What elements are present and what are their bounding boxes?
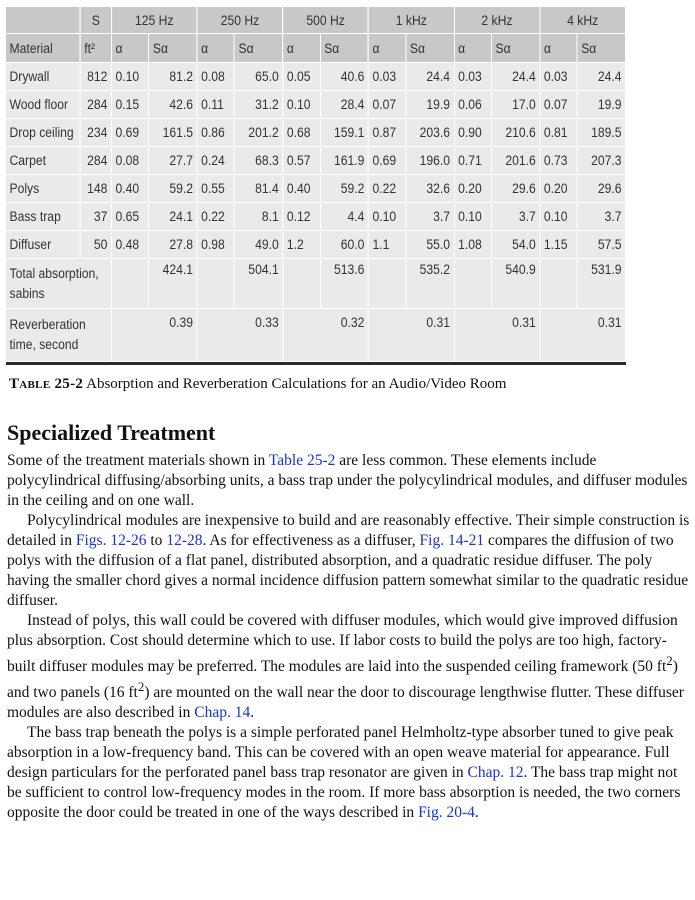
alpha-cell: 0.07 [540,91,577,119]
salpha-cell: 24.4 [577,63,625,91]
alpha-cell: 0.24 [197,147,234,175]
alpha-cell: 0.40 [283,175,320,203]
alpha-cell: 0.03 [540,63,577,91]
alpha-header: α [283,34,320,63]
text-run: Some of the treatment materials shown in [7,452,269,469]
salpha-cell: 27.8 [149,231,197,259]
salpha-cell: 29.6 [577,175,625,203]
salpha-cell: 42.6 [149,91,197,119]
alpha-cell: 0.08 [111,147,148,175]
cross-reference-link[interactable]: Figs. 12-26 [75,532,147,549]
total-blank-cell [368,259,405,309]
salpha-cell: 203.6 [406,119,454,147]
salpha-cell: 59.2 [149,175,197,203]
total-absorption-row [5,259,625,309]
table-row [5,119,625,147]
salpha-cell: 19.9 [577,91,625,119]
salpha-cell: 32.6 [406,175,454,203]
unit-header-row [5,34,625,63]
alpha-cell: 0.68 [283,119,320,147]
salpha-cell: 159.1 [320,119,368,147]
salpha-cell: 207.3 [577,147,625,175]
alpha-cell: 0.40 [111,175,148,203]
alpha-cell: 0.90 [454,119,491,147]
salpha-cell: 189.5 [577,119,625,147]
salpha-cell: 3.7 [406,203,454,231]
reverberation-value: 0.33 [197,309,283,362]
salpha-header: Sα [320,34,368,63]
area-header: S [80,7,111,34]
alpha-cell: 0.15 [111,91,148,119]
freq-header: 125 Hz [111,7,197,34]
area-unit-header: ft² [80,34,111,63]
alpha-cell: 1.08 [454,231,491,259]
salpha-cell: 17.0 [491,91,539,119]
reverberation-value: 0.31 [454,309,540,362]
text-run: compares the diffusion of two polys with the diffusion of a flat panel, distributed absorption, and a quadratic residue diffuser. The poly having the smaller chord gives a normal incidence diffusion pattern somewhat similar to the quadratic residue diffuser. [7,532,689,609]
salpha-cell: 59.2 [320,175,368,203]
alpha-cell: 0.20 [454,175,491,203]
total-absorption-value: 504.1 [234,259,282,309]
alpha-cell: 1.1 [368,231,405,259]
area-cell: 284 [80,147,111,175]
alpha-header: α [197,34,234,63]
salpha-cell: 57.5 [577,231,625,259]
paragraph [7,723,693,823]
section-heading: Specialized Treatment [7,420,216,445]
alpha-cell: 0.10 [111,63,148,91]
area-cell: 37 [80,203,111,231]
text-run: . As for effectiveness as a diffuser, [202,532,420,549]
table-row [5,91,625,119]
cross-reference-link[interactable]: Chap. 12 [467,764,524,782]
salpha-cell: 210.6 [491,119,539,147]
text-run: ) and two panels (16 ft [7,658,678,702]
table-caption-label: Table 25-2 [9,376,84,392]
salpha-cell: 31.2 [234,91,282,119]
absorption-table [5,6,626,365]
total-blank-cell [540,259,577,309]
material-cell: Wood floor [5,91,80,119]
reverberation-value: 0.31 [368,309,454,362]
alpha-cell: 0.65 [111,203,148,231]
area-cell: 812 [80,63,111,91]
salpha-cell: 24.4 [406,63,454,91]
reverberation-value: 0.39 [111,309,197,362]
alpha-cell: 0.20 [540,175,577,203]
material-header-blank [5,7,80,34]
alpha-cell: 0.22 [368,175,405,203]
total-absorption-value: 535.2 [406,259,454,309]
text-run: Instead of polys, this wall could be covered with diffuser modules, which would give improved diffusion plus absorption. Cost should determine which to use. If labor costs to build the polys are too high, factory-built diffuser modules may be preferred. The modules are laid into the suspended ceiling framework (50 ft [7,612,678,676]
salpha-header: Sα [149,34,197,63]
material-cell: Carpet [5,147,80,175]
alpha-cell: 0.22 [197,203,234,231]
table-rule-cell [5,362,625,366]
alpha-cell: 0.11 [197,91,234,119]
total-absorption-label: Total absorption, sabins [5,259,111,309]
salpha-cell: 161.9 [320,147,368,175]
total-blank-cell [111,259,148,309]
material-cell: Drop ceiling [5,119,80,147]
total-blank-cell [454,259,491,309]
alpha-cell: 0.86 [197,119,234,147]
salpha-cell: 81.4 [234,175,282,203]
text-run: . [474,804,479,822]
salpha-cell: 201.6 [491,147,539,175]
alpha-cell: 0.05 [283,63,320,91]
alpha-cell: 0.06 [454,91,491,119]
total-blank-cell [197,259,234,309]
area-cell: 284 [80,91,111,119]
alpha-cell: 0.07 [368,91,405,119]
alpha-cell: 0.87 [368,119,405,147]
freq-header: 250 Hz [197,7,283,34]
table-bottom-rule [5,362,625,366]
salpha-cell: 28.4 [320,91,368,119]
alpha-header: α [111,34,148,63]
salpha-header: Sα [406,34,454,63]
salpha-cell: 27.7 [149,147,197,175]
superscript: 2 [137,679,145,695]
text-run: ) are mounted on the wall near the door to discourage lengthwise flutter. These diffuser modules are also described in [7,684,684,722]
alpha-cell: 0.03 [368,63,405,91]
alpha-cell: 1.2 [283,231,320,259]
text-run: Polycylindrical modules are inexpensive to build and are reasonably effective. Their simple construction is detailed in [7,512,690,549]
cross-reference-link[interactable]: Fig. 14-21 [419,532,485,549]
alpha-cell: 0.71 [454,147,491,175]
table-row [5,175,625,203]
alpha-cell: 0.57 [283,147,320,175]
alpha-cell: 0.69 [111,119,148,147]
table-row [5,231,625,259]
salpha-cell: 8.1 [234,203,282,231]
freq-header: 2 kHz [454,7,540,34]
freq-header: 500 Hz [283,7,369,34]
salpha-cell: 55.0 [406,231,454,259]
alpha-header: α [454,34,491,63]
salpha-cell: 161.5 [149,119,197,147]
table-row [5,147,625,175]
salpha-cell: 65.0 [234,63,282,91]
text-run: The bass trap beneath the polys is a simple perforated panel Helmholtz-type absorber tuned to give peak absorption in a low-frequency band. This can be covered with an open weave material for appearance. Full design particulars for the perforated panel bass trap resonator are given in [7,724,674,782]
reverberation-value: 0.31 [540,309,626,362]
salpha-cell: 3.7 [577,203,625,231]
alpha-cell: 0.10 [368,203,405,231]
salpha-cell: 24.1 [149,203,197,231]
material-cell: Polys [5,175,80,203]
material-cell: Diffuser [5,231,80,259]
reverberation-label: Reverberation time, second [5,309,111,362]
alpha-header: α [540,34,577,63]
alpha-header: α [368,34,405,63]
text-run: . The bass trap might not be sufficient to control low-frequency modes in the room. If more bass absorption is needed, the two corners opposite the door could be treated in one of the ways described in [7,764,681,822]
reverberation-row [5,309,625,362]
salpha-header: Sα [234,34,282,63]
text-run: . [250,704,255,722]
salpha-cell: 54.0 [491,231,539,259]
material-cell: Bass trap [5,203,80,231]
alpha-cell: 0.12 [283,203,320,231]
alpha-cell: 0.98 [197,231,234,259]
section-body [7,451,693,823]
table-caption-text: Absorption and Reverberation Calculations for an Audio/Video Room [83,376,507,392]
alpha-cell: 0.10 [454,203,491,231]
salpha-header: Sα [491,34,539,63]
alpha-cell: 0.48 [111,231,148,259]
area-cell: 148 [80,175,111,203]
salpha-cell: 3.7 [491,203,539,231]
frequency-header-row [5,7,625,34]
alpha-cell: 0.69 [368,147,405,175]
text-run: to [146,532,167,549]
cross-reference-link[interactable]: Chap. 14 [194,704,251,722]
alpha-cell: 1.15 [540,231,577,259]
salpha-cell: 196.0 [406,147,454,175]
material-cell: Drywall [5,63,80,91]
cross-reference-link[interactable]: Table 25-2 [268,452,336,469]
salpha-cell: 24.4 [491,63,539,91]
text-run: are less common. These elements include polycylindrical diffusing/absorbing units, a bass trap under the polycylindrical modules, and diffuser modules in the ceiling and on one wall. [7,452,688,509]
salpha-cell: 4.4 [320,203,368,231]
alpha-cell: 0.08 [197,63,234,91]
superscript: 2 [666,653,673,668]
cross-reference-link[interactable]: 12-28 [166,532,203,549]
salpha-cell: 60.0 [320,231,368,259]
alpha-cell: 0.03 [454,63,491,91]
alpha-cell: 0.10 [283,91,320,119]
salpha-cell: 19.9 [406,91,454,119]
reverberation-value: 0.32 [283,309,369,362]
table-row [5,203,625,231]
alpha-cell: 0.10 [540,203,577,231]
table-row [5,63,625,91]
cross-reference-link[interactable]: Fig. 20-4 [418,804,475,822]
area-cell: 50 [80,231,111,259]
material-header: Material [5,34,80,63]
salpha-cell: 201.2 [234,119,282,147]
total-absorption-value: 531.9 [577,259,625,309]
area-cell: 234 [80,119,111,147]
paragraph [7,511,693,611]
alpha-cell: 0.73 [540,147,577,175]
salpha-header: Sα [577,34,625,63]
paragraph [7,451,693,511]
freq-header: 1 kHz [368,7,454,34]
table-caption [9,376,506,393]
total-blank-cell [283,259,320,309]
salpha-cell: 81.2 [149,63,197,91]
alpha-cell: 0.81 [540,119,577,147]
total-absorption-value: 424.1 [149,259,197,309]
salpha-cell: 29.6 [491,175,539,203]
salpha-cell: 49.0 [234,231,282,259]
paragraph [7,611,693,723]
total-absorption-value: 513.6 [320,259,368,309]
salpha-cell: 40.6 [320,63,368,91]
salpha-cell: 68.3 [234,147,282,175]
alpha-cell: 0.55 [197,175,234,203]
freq-header: 4 kHz [540,7,626,34]
total-absorption-value: 540.9 [491,259,539,309]
